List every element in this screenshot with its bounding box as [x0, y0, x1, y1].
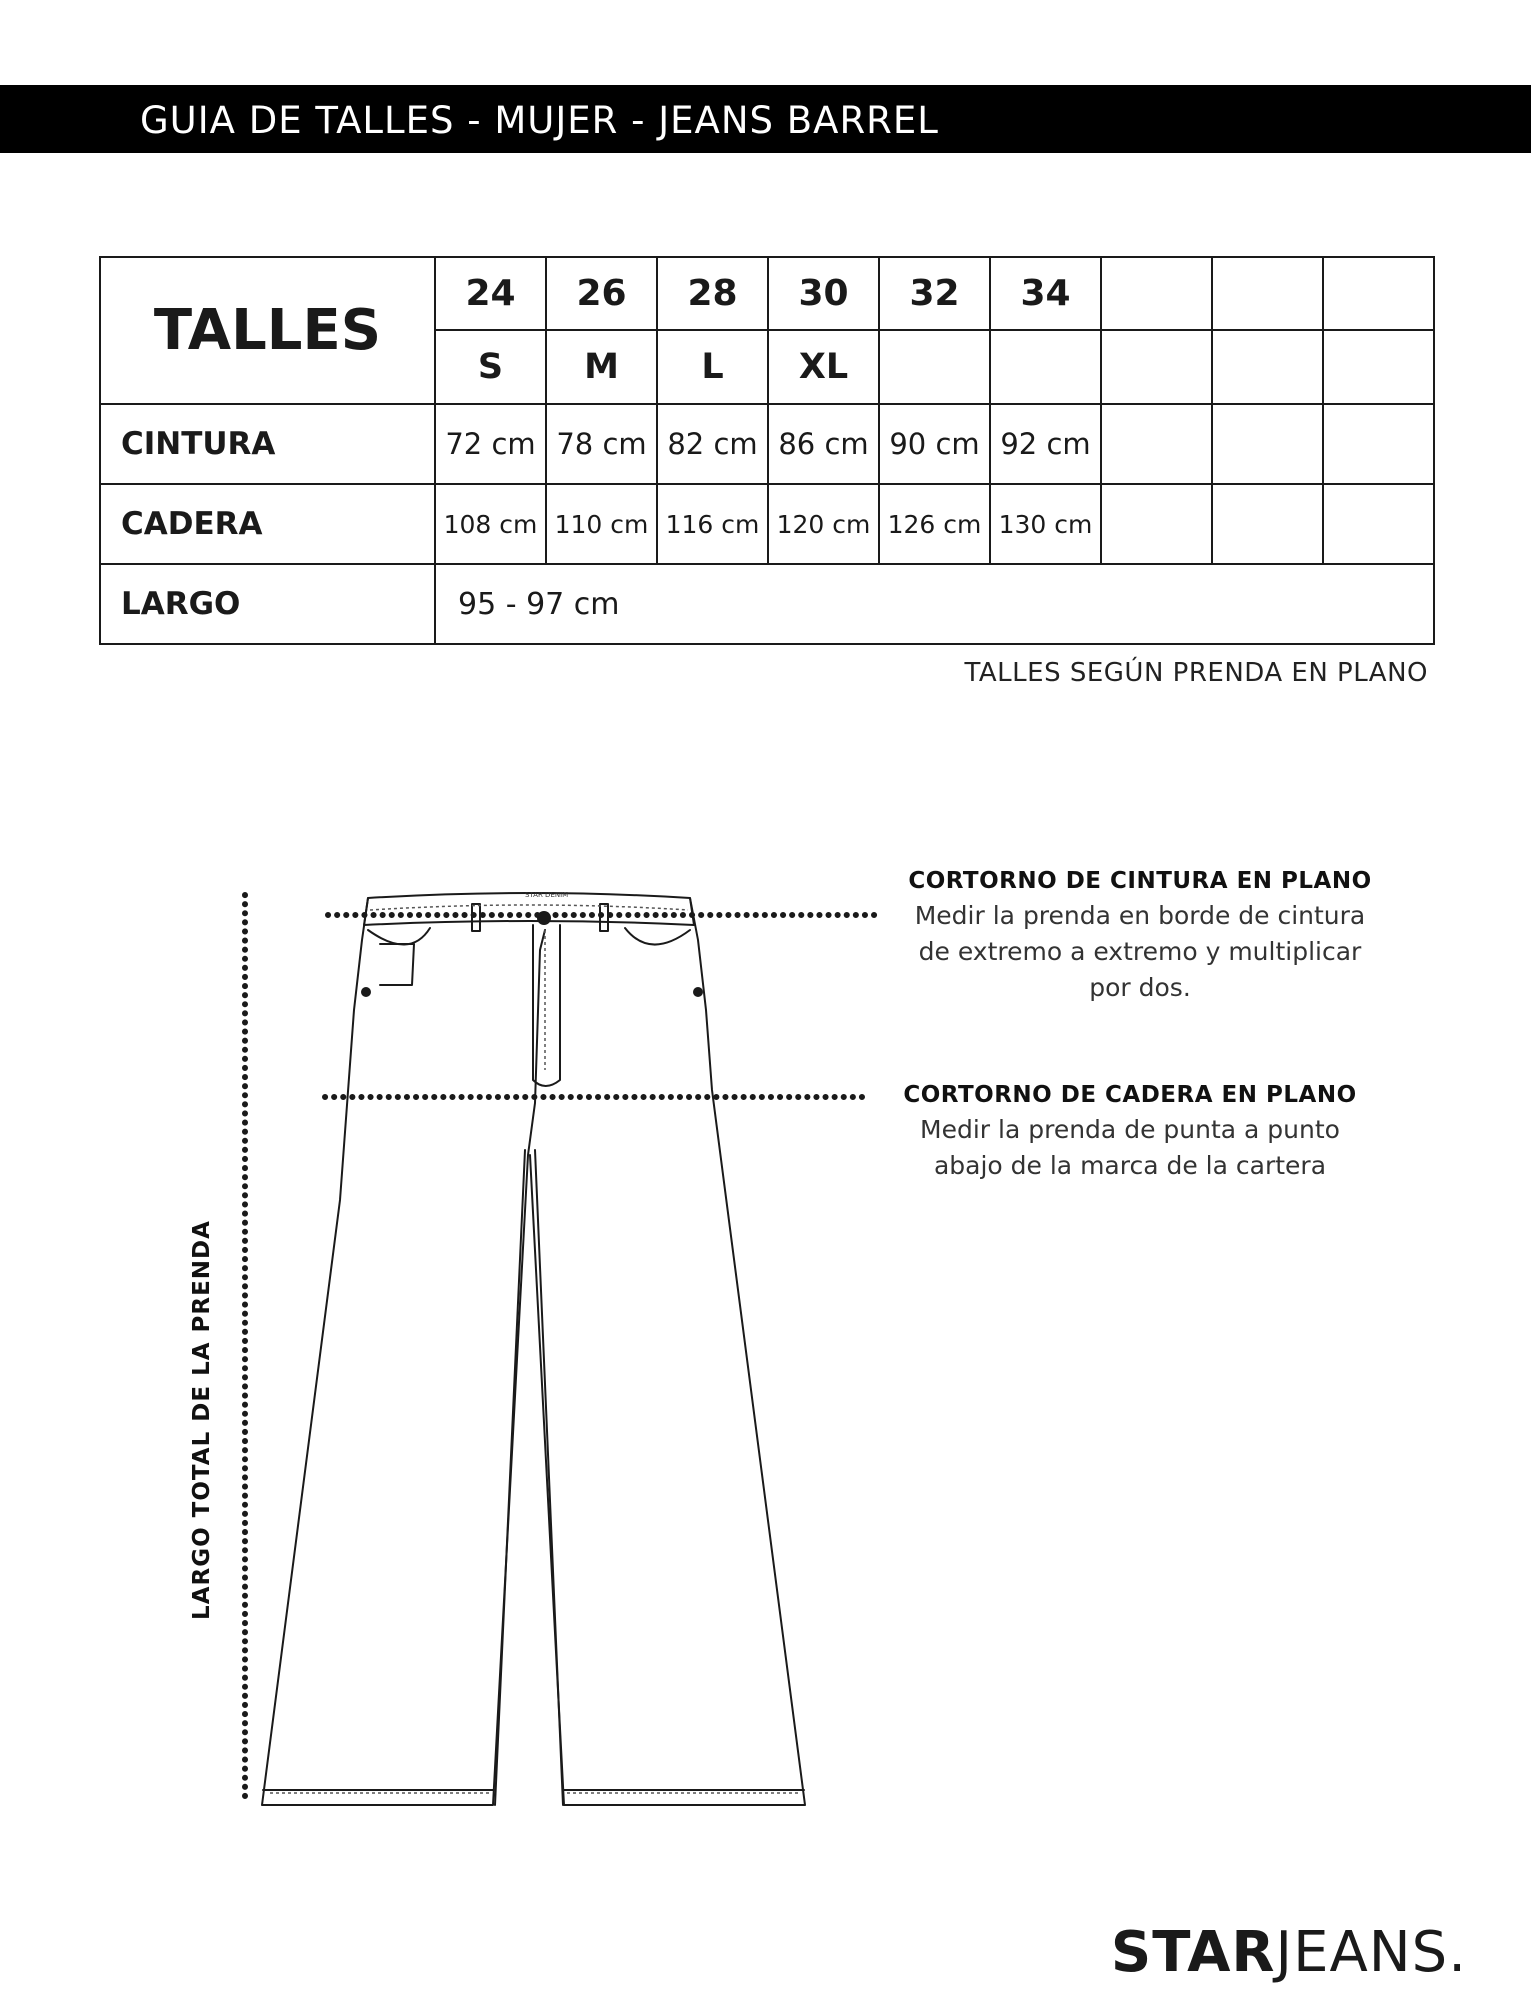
size-number: 24: [435, 257, 546, 330]
inner-seam-left: [495, 1150, 525, 1805]
legend-cintura-title: CORTORNO DE CINTURA EN PLANO: [908, 868, 1372, 894]
cintura-value: 90 cm: [879, 404, 990, 484]
cintura-value: 86 cm: [768, 404, 879, 484]
size-table: [99, 256, 1435, 645]
size-number: 28: [657, 257, 768, 330]
size-number: 32: [879, 257, 990, 330]
legend-cintura: [900, 868, 1380, 1006]
legend-cadera: [885, 1082, 1375, 1184]
size-number: 34: [990, 257, 1101, 330]
cadera-value: 130 cm: [990, 484, 1101, 564]
size-number: 30: [768, 257, 879, 330]
size-letter: [879, 330, 990, 404]
size-number: [1323, 257, 1434, 330]
size-letter: [1212, 330, 1323, 404]
size-letter: [1101, 330, 1212, 404]
cadera-value: 110 cm: [546, 484, 657, 564]
size-letter: M: [546, 330, 657, 404]
brand-logo-star: STAR: [1110, 1920, 1276, 1985]
size-number: [1101, 257, 1212, 330]
pocket-right: [625, 928, 690, 945]
jeans-outline-left: [262, 898, 545, 1805]
pocket-left: [368, 928, 430, 945]
cadera-value: [1101, 484, 1212, 564]
legend-text-line: de extremo a extremo y multiplicar: [918, 937, 1362, 966]
size-note: TALLES SEGÚN PRENDA EN PLANO: [964, 658, 1428, 688]
jeans-outline-right: [530, 898, 805, 1805]
legend-text-line: Medir la prenda en borde de cintura: [914, 901, 1366, 930]
coin-pocket: [380, 944, 414, 985]
size-number: [1212, 257, 1323, 330]
legend-cadera-text: [885, 1112, 1375, 1184]
stitch-line: [370, 905, 688, 910]
waistband-tag: STAR DENIM: [525, 891, 569, 899]
size-number: 26: [546, 257, 657, 330]
cadera-value: [1323, 484, 1434, 564]
cadera-value: [1212, 484, 1323, 564]
cintura-value: [1101, 404, 1212, 484]
row-label-cintura: CINTURA: [100, 404, 435, 484]
size-letter: XL: [768, 330, 879, 404]
legend-cintura-text: [900, 898, 1380, 1006]
legend-text-line: Medir la prenda de punta a punto: [920, 1115, 1340, 1144]
legend-text-line: abajo de la marca de la cartera: [933, 1151, 1327, 1180]
brand-logo: [1111, 1920, 1467, 1985]
size-letter: [990, 330, 1101, 404]
brand-logo-jeans: JEANS.: [1275, 1920, 1467, 1985]
size-letter: L: [657, 330, 768, 404]
jeans-diagram: [0, 860, 1531, 1840]
talles-header: TALLES: [100, 257, 435, 404]
page-title: GUIA DE TALLES - MUJER - JEANS BARREL: [140, 99, 939, 142]
row-label-largo: LARGO: [100, 564, 435, 644]
row-label-cadera: CADERA: [100, 484, 435, 564]
inner-seam-right: [535, 1150, 563, 1805]
cadera-value: 126 cm: [879, 484, 990, 564]
cintura-value: [1212, 404, 1323, 484]
cadera-value: 108 cm: [435, 484, 546, 564]
largo-value: 95 - 97 cm: [435, 564, 1434, 644]
cintura-value: 78 cm: [546, 404, 657, 484]
length-label: LARGO TOTAL DE LA PRENDA: [189, 1220, 215, 1620]
cintura-value: 72 cm: [435, 404, 546, 484]
cadera-value: 116 cm: [657, 484, 768, 564]
cintura-value: 82 cm: [657, 404, 768, 484]
legend-cadera-title: CORTORNO DE CADERA EN PLANO: [903, 1082, 1357, 1108]
legend-text-line: por dos.: [1089, 973, 1191, 1002]
title-bar: [0, 85, 1531, 153]
rivet-button: [693, 987, 703, 997]
size-letter: [1323, 330, 1434, 404]
cadera-value: 120 cm: [768, 484, 879, 564]
size-letter: S: [435, 330, 546, 404]
cintura-value: [1323, 404, 1434, 484]
cintura-value: 92 cm: [990, 404, 1101, 484]
rivet-button: [361, 987, 371, 997]
